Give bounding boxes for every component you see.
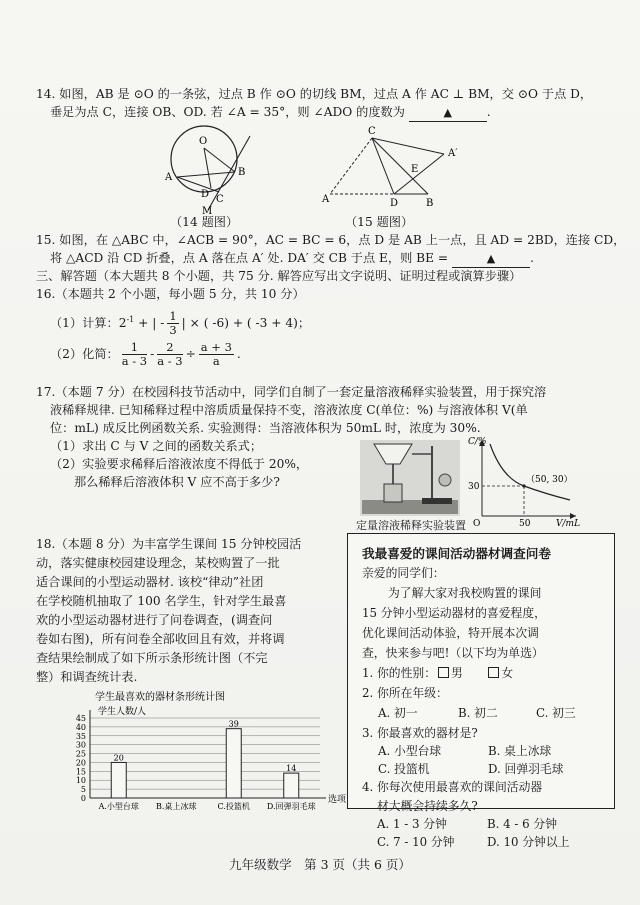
y-tick-label: 0 (80, 794, 86, 803)
label-b15: B (426, 198, 434, 209)
q16-p2-frac2 (157, 341, 182, 368)
label-a-prime: A′ (448, 148, 458, 159)
q18-line-5: 卷如右图)，所有问卷全部收回且有效，并将调 (36, 632, 285, 646)
q3-option-a[interactable]: A. 小型台球 (378, 744, 442, 758)
label-a15: A (322, 194, 330, 205)
label-a: A (165, 172, 173, 183)
beaker-shape (439, 474, 451, 486)
q17-line4: （1）求出 C 与 V 之间的函数关系式； (50, 439, 263, 453)
survey-q3: 3. 你最喜欢的器材是? (362, 726, 478, 740)
chord-ab (177, 172, 235, 177)
bar-2 (226, 729, 241, 798)
bar-0 (111, 762, 126, 798)
segment-da-prime (394, 154, 444, 194)
segment-ca-folded (330, 138, 372, 194)
q4-option-a[interactable]: A. 1 - 3 分钟 (377, 817, 447, 831)
category-label: A.小型台球 (98, 802, 139, 811)
graph-point-label: （50, 30） (526, 475, 573, 485)
q16-p2-frac1 (122, 341, 147, 368)
q15-line2: 将 △ACD 沿 CD 折叠，点 A 落在点 A′ 处. DA′ 交 CB 于点 E，则 BE = ▲ . (50, 250, 534, 268)
q16-p1-exp: -1 (126, 315, 135, 324)
category-label: C.投篮机 (217, 802, 250, 811)
q16-p2-pre: （2）化简： (50, 347, 119, 361)
survey-intro-0: 为了解大家对我校购置的课间 (388, 586, 542, 600)
chart-ylabel: 学生人数/人 (98, 707, 147, 717)
q16-p2-end: . (236, 347, 241, 361)
q3-option-c[interactable]: C. 投篮机 (378, 762, 430, 776)
y-tick-label: 15 (75, 767, 86, 777)
q14-blank-mark: ▲ (443, 106, 452, 119)
frac-num: a + 3 (200, 340, 232, 354)
q16-part1 (50, 306, 310, 337)
q2-option-c[interactable]: C. 初三 (536, 706, 576, 720)
label-b: B (238, 167, 246, 178)
q4-option-c[interactable]: C. 7 - 10 分钟 (377, 835, 455, 849)
q18-line-0: 18.（本题 8 分）为丰富学生课间 15 分钟校园活 (36, 537, 302, 551)
q16-p2-frac3 (199, 341, 234, 368)
label-c15: C (368, 126, 376, 137)
segment-cb (372, 138, 428, 194)
figure-14 (155, 118, 265, 218)
section3-header: 三、解答题（本大题共 8 个小题，共 75 分. 解答应写出文字说明、证明过程或演算步骤） (36, 269, 522, 283)
y-tick-label: 45 (75, 714, 86, 723)
label-o: O (199, 136, 208, 147)
q15-blank-mark: ▲ (486, 252, 496, 265)
label-m: M (202, 206, 213, 217)
flask-shape (384, 484, 402, 502)
survey-q1 (362, 666, 513, 681)
graph-y-tick: 30 (468, 482, 480, 492)
q18-line-1: 动，落实健康校园建设理念，某校购置了一批 (36, 556, 280, 570)
q16-p2-minus: - (150, 347, 155, 361)
category-label: D.回弹羽毛球 (266, 802, 316, 811)
figure-15 (318, 124, 468, 210)
segment-ob (204, 148, 235, 172)
y-tick-label: 25 (75, 749, 86, 759)
label-e: E (411, 164, 419, 175)
survey-q4-l1: 4. 你每次使用最喜欢的课间活动器 (362, 780, 543, 794)
q4-option-b[interactable]: B. 4 - 6 分钟 (487, 817, 558, 831)
q3-option-d[interactable]: D. 回弹羽毛球 (488, 762, 564, 776)
q4-option-d[interactable]: D. 10 分钟以上 (487, 835, 570, 849)
frac-num: 1 (169, 309, 177, 324)
q15-line2-text: 将 △ACD 沿 CD 折叠，点 A 落在点 A′ 处. DA′ 交 CB 于点 E，则 BE = (50, 251, 449, 265)
figure-14-caption: （14 题图） (170, 215, 239, 229)
segment-od (204, 148, 211, 188)
q17-line3: 位：mL) 成反比例函数关系. 实验测得：当溶液体积为 50mL 时，浓度为 30%. (50, 421, 481, 435)
q15-line1: 15. 如图，在 △ABC 中，∠ACB = 90°，AC = BC = 6，点 D 是 AB 上一点，且 AD = 2BD，连接 CD， (36, 233, 626, 247)
bar-chart (50, 688, 347, 828)
q16-p1-post: | × ( -6) + ( -3 + 4)； (181, 316, 311, 331)
frac-den: a - 3 (157, 354, 183, 368)
q16-head: 16.（本题共 2 个小题，每小题 5 分，共 10 分） (36, 287, 305, 301)
q2-option-b[interactable]: B. 初二 (458, 706, 498, 720)
survey-q2: 2. 你所在年级： (362, 686, 448, 700)
survey-greeting: 亲爱的同学们： (362, 566, 445, 580)
female-checkbox[interactable] (488, 667, 499, 678)
survey-intro-1: 15 分钟小型运动器材的喜爱程度， (362, 606, 546, 620)
q2-option-a[interactable]: A. 初一 (378, 706, 418, 720)
bar-value-label: 14 (286, 764, 297, 774)
stand-base (422, 498, 452, 504)
frac-den: a (212, 354, 220, 368)
q16-p1-pre: （1）计算：2 (50, 316, 127, 331)
q14-answer-blank[interactable] (409, 104, 487, 122)
segment-ca-prime (372, 138, 444, 154)
male-checkbox[interactable] (438, 667, 449, 678)
q17-line5: （2）实验要求稀释后溶液浓度不得低于 20%， (50, 457, 309, 471)
survey-box (347, 533, 615, 809)
apparatus-photo (360, 440, 460, 516)
q18-line-7: 整）和调查统计表. (36, 670, 138, 684)
q18-line-4: 欢的小型运动器材进行了问卷调查，(调查问 (36, 613, 273, 627)
inverse-function-graph (464, 432, 584, 528)
frac-num: 2 (157, 341, 182, 355)
bar-value-label: 39 (228, 719, 239, 729)
category-label: B.桌上冰球 (156, 802, 197, 811)
survey-intro-3: 查，快来参与吧!（以下均为单选） (362, 646, 544, 660)
q18-line-6: 查结果绘制成了如下所示条形统计图（不完 (36, 651, 268, 665)
survey-q1-text: 1. 你的性别： (362, 666, 436, 680)
label-d: D (201, 189, 210, 200)
q16-p2-div: ÷ (185, 347, 196, 361)
chart-xlabel: 选项 (328, 795, 347, 805)
bar-value-label: 20 (113, 753, 124, 763)
figure-15-caption: （15 题图） (345, 215, 414, 229)
q17-line2: 液稀释规律. 已知稀释过程中溶质质量保持不变，溶液浓度 C(单位：%) 与溶液体积 V(单 (50, 403, 528, 417)
inverse-curve (490, 444, 570, 500)
q14-line2: 垂足为点 C，连接 OB、OD. 若 ∠A = 35°，则 ∠ADO 的度数为 ▲ . (50, 104, 491, 122)
q16-part2 (50, 340, 241, 368)
segment-cd (372, 138, 394, 194)
q15-answer-blank[interactable] (452, 250, 530, 268)
q3-option-b[interactable]: B. 桌上冰球 (488, 744, 552, 758)
y-tick-label: 5 (80, 785, 86, 795)
q16-p1-mid: + | - (134, 316, 165, 331)
frac-den: a - 3 (121, 354, 148, 368)
q16-p1-frac (167, 310, 178, 337)
graph-xlabel: V/mL (556, 519, 581, 529)
chart-title: 学生最喜欢的器材条形统计图 (95, 692, 225, 703)
y-tick-label: 35 (75, 731, 86, 741)
label-c: C (216, 194, 224, 205)
graph-ylabel: C/% (468, 437, 487, 447)
survey-q4-l2: 材大概会持续多久? (377, 799, 478, 813)
q17-line6: 那么稀释后溶液体积 V 应不高于多少? (74, 475, 280, 489)
q14-line2-text: 垂足为点 C，连接 OB、OD. 若 ∠A = 35°，则 ∠ADO 的度数为 (50, 105, 405, 119)
bar-3 (284, 773, 299, 798)
survey-title: 我最喜爱的课间活动器材调查问卷 (362, 546, 551, 561)
frac-den: 3 (169, 323, 177, 338)
y-tick-label: 30 (75, 740, 86, 750)
q18-line-2: 适合课间的小型运动器材. 该校“律动”社团 (36, 575, 264, 589)
label-d15: D (390, 198, 399, 209)
y-tick-label: 40 (75, 722, 86, 732)
survey-intro-2: 优化课间活动体验，特开展本次调 (362, 626, 539, 640)
q14-line1: 14. 如图，AB 是 ⊙O 的一条弦，过点 B 作 ⊙O 的切线 BM，过点 A 作 AC ⊥ BM，交 ⊙O 于点 D， (36, 87, 593, 101)
female-label: 女 (501, 666, 514, 680)
y-tick-label: 10 (75, 776, 86, 786)
y-tick-label: 20 (75, 758, 86, 768)
q18-line-3: 在学校随机抽取了 100 名学生，针对学生最喜 (36, 594, 287, 608)
chart-bars (98, 720, 316, 811)
graph-x-tick: 50 (519, 519, 531, 529)
male-label: 男 (451, 666, 463, 680)
page-footer: 九年级数学 第 3 页（共 6 页） (229, 857, 411, 872)
graph-origin: O (473, 519, 481, 529)
q17-line1: 17.（本题 7 分）在校园科技节活动中，同学们自制了一套定量溶液稀释实验装置，用于探究溶 (36, 385, 547, 399)
photo-caption: 定量溶液稀释实验装置 (356, 519, 466, 532)
frac-num: 1 (122, 341, 147, 355)
